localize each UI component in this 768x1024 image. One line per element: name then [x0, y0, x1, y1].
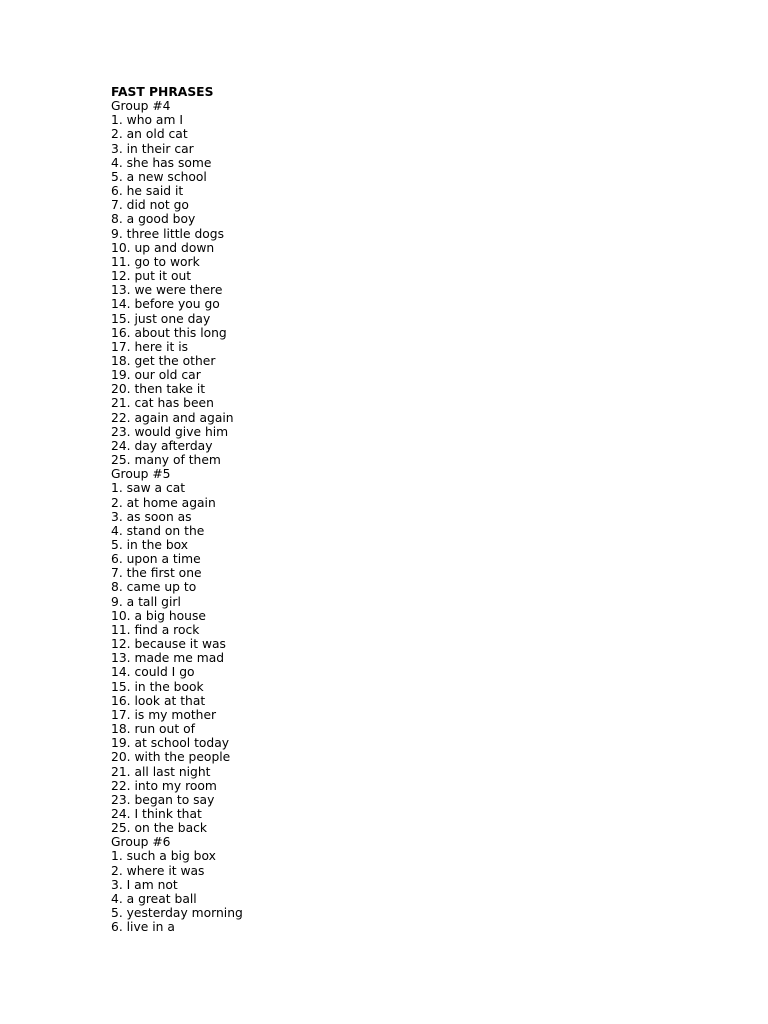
group-heading: Group #6 — [111, 835, 171, 850]
phrase-item: 13. made me mad — [111, 651, 225, 666]
phrase-item: 12. put it out — [111, 269, 192, 284]
phrase-item: 25. on the back — [111, 821, 208, 836]
group-heading: Group #4 — [111, 99, 171, 114]
phrase-item: 19. our old car — [111, 368, 201, 383]
phrase-item: 18. get the other — [111, 353, 216, 368]
phrase-item: 4. a great ball — [111, 891, 197, 906]
phrase-item: 5. a new school — [111, 169, 207, 184]
phrase-item: 17. here it is — [111, 339, 189, 354]
phrase-item: 14. could I go — [111, 665, 195, 680]
phrase-item: 6. he said it — [111, 184, 184, 199]
group-6 — [111, 835, 768, 934]
phrase-item: 8. a good boy — [111, 212, 196, 227]
phrase-item: 22. into my room — [111, 778, 217, 793]
phrase-item: 25. many of them — [111, 453, 221, 468]
phrase-item: 1. such a big box — [111, 849, 216, 864]
phrase-item: 17. is my mother — [111, 707, 217, 722]
phrase-item: 5. yesterday morning — [111, 906, 243, 921]
phrase-item: 23. would give him — [111, 424, 229, 439]
group-heading: Group #5 — [111, 467, 171, 482]
phrase-item: 5. in the box — [111, 538, 189, 552]
phrase-item: 13. we were there — [111, 283, 223, 298]
phrase-item: 2. an old cat — [111, 127, 188, 142]
phrase-item: 16. about this long — [111, 325, 227, 340]
phrase-item: 2. where it was — [111, 863, 205, 878]
phrase-item: 21. cat has been — [111, 396, 214, 411]
phrase-item: 20. then take it — [111, 382, 206, 397]
phrase-item: 4. stand on the — [111, 523, 205, 538]
phrase-item: 12. because it was — [111, 637, 226, 652]
document-title: FAST PHRASES — [111, 85, 214, 99]
phrase-item: 14. before you go — [111, 297, 220, 312]
phrase-item: 24. day afterday — [111, 438, 213, 453]
phrase-item: 11. find a rock — [111, 622, 200, 637]
phrase-item: 9. three little dogs — [111, 226, 224, 241]
phrase-item: 21. all last night — [111, 764, 211, 779]
phrase-item: 16. look at that — [111, 693, 206, 708]
phrase-item: 3. in their car — [111, 141, 194, 156]
phrase-item: 15. in the book — [111, 679, 204, 694]
phrase-item: 20. with the people — [111, 750, 231, 765]
phrase-item: 11. go to work — [111, 254, 200, 269]
phrase-item: 23. began to say — [111, 792, 215, 807]
phrase-item: 1. saw a cat — [111, 481, 186, 496]
group-4 — [111, 99, 768, 467]
phrase-item: 4. she has some — [111, 155, 212, 170]
phrase-item: 24. I think that — [111, 806, 202, 821]
phrase-item: 1. who am I — [111, 113, 183, 128]
phrase-item: 7. did not go — [111, 198, 189, 213]
phrase-item: 6. live in a — [111, 920, 175, 935]
phrase-item: 22. again and again — [111, 410, 234, 425]
phrase-item: 3. as soon as — [111, 509, 192, 524]
phrase-item: 6. upon a time — [111, 552, 201, 567]
phrase-item: 2. at home again — [111, 495, 216, 510]
phrase-item: 10. up and down — [111, 240, 215, 255]
group-5 — [111, 467, 768, 835]
phrase-item: 10. a big house — [111, 608, 206, 623]
phrase-item: 18. run out of — [111, 722, 195, 737]
phrase-item: 19. at school today — [111, 736, 230, 751]
phrase-item: 9. a tall girl — [111, 594, 181, 609]
phrase-item: 8. came up to — [111, 580, 197, 595]
phrase-item: 15. just one day — [111, 311, 211, 326]
phrase-item: 7. the first one — [111, 566, 202, 581]
phrase-item: 3. I am not — [111, 877, 178, 892]
